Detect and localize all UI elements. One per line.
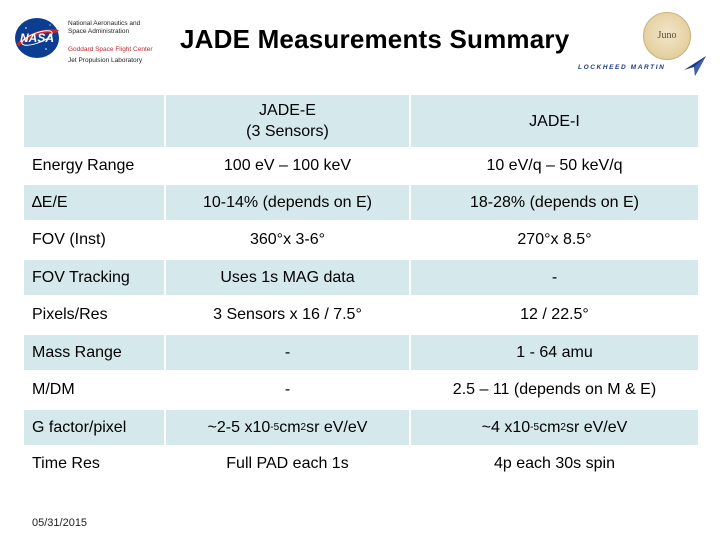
measurements-table [24, 95, 698, 483]
jade-i-value: 12 / 22.5° [520, 306, 589, 323]
row-label: Energy Range [32, 157, 135, 174]
jade-e-value: 360°x 3-6° [249, 231, 326, 248]
row-label: Time Res [32, 455, 100, 472]
jade-i-value: ~4 x10 -5 cm 2 sr eV/eV [411, 410, 698, 445]
table-header-row [24, 95, 698, 149]
row-label: FOV (Inst) [32, 231, 106, 248]
table-row [24, 410, 698, 447]
header-blank-cell [24, 95, 164, 147]
jade-i-value: 18-28% (depends on E) [411, 185, 698, 220]
g-factor-e-mid: cm [279, 418, 301, 436]
jade-i-value: 270°x 8.5° [517, 231, 592, 248]
juno-logo-text: Juno [657, 30, 677, 41]
g-factor-e-post: sr eV/eV [306, 418, 368, 436]
lockheed-martin-text: LOCKHEED MARTIN [578, 64, 666, 71]
jade-e-value: 100 eV – 100 keV [223, 157, 352, 174]
table-row [24, 149, 698, 185]
header-jade-i: JADE-I [411, 95, 698, 147]
header-jade-e-line2: (3 Sensors) [246, 123, 329, 140]
jade-e-value: Full PAD each 1s [226, 455, 349, 472]
slide-title: JADE Measurements Summary [180, 24, 570, 54]
g-factor-i-post: sr eV/eV [565, 418, 628, 436]
jade-e-value: 10-14% (depends on E) [166, 185, 409, 220]
jade-e-value: - [284, 381, 291, 398]
jade-e-value: Uses 1s MAG data [166, 260, 409, 295]
jade-i-value: 1 - 64 amu [411, 335, 698, 370]
row-label: FOV Tracking [24, 260, 164, 295]
table-row [24, 260, 698, 297]
row-label: M/DM [32, 381, 75, 398]
slide-date: 05/31/2015 [32, 517, 88, 529]
g-factor-i-pre: ~4 x10 [481, 418, 531, 436]
row-label: G factor/pixel [24, 410, 164, 445]
jade-i-value: 2.5 – 11 (depends on M & E) [452, 381, 657, 398]
row-label: Mass Range [24, 335, 164, 370]
lockheed-martin-logo [578, 60, 708, 78]
table-row [24, 447, 698, 483]
jade-i-value: 4p each 30s spin [494, 455, 615, 472]
table-row [24, 335, 698, 372]
jade-e-value: ~2-5 x10 -5 cm 2 sr eV/eV [166, 410, 409, 445]
juno-logo-icon [643, 12, 691, 60]
jade-i-value: 10 eV/q – 50 keV/q [486, 157, 623, 174]
institution-line: National Aeronautics and [68, 20, 141, 27]
nasa-logo-icon [12, 16, 62, 60]
header-jade-e [166, 95, 409, 147]
institution-line-jpl: Jet Propulsion Laboratory [68, 57, 143, 64]
jade-i-value: - [411, 260, 698, 295]
table-row [24, 297, 698, 335]
nasa-logo-text: NASA [19, 31, 55, 45]
table-row [24, 185, 698, 222]
g-factor-i-mid: cm [539, 418, 561, 436]
institution-line-goddard: Goddard Space Flight Center [68, 46, 153, 53]
header-jade-e-line1: JADE-E [259, 102, 316, 119]
institution-line: Space Administration [68, 28, 130, 35]
lockheed-star-icon [682, 54, 708, 78]
jade-e-value: 3 Sensors x 16 / 7.5° [213, 306, 362, 323]
row-label: ∆E/E [24, 185, 164, 220]
jade-e-value: - [166, 335, 409, 370]
g-factor-e-pre: ~2-5 x10 [207, 418, 271, 436]
table-row [24, 222, 698, 260]
table-row [24, 372, 698, 410]
row-label: Pixels/Res [32, 306, 108, 323]
slide-header [0, 0, 720, 85]
